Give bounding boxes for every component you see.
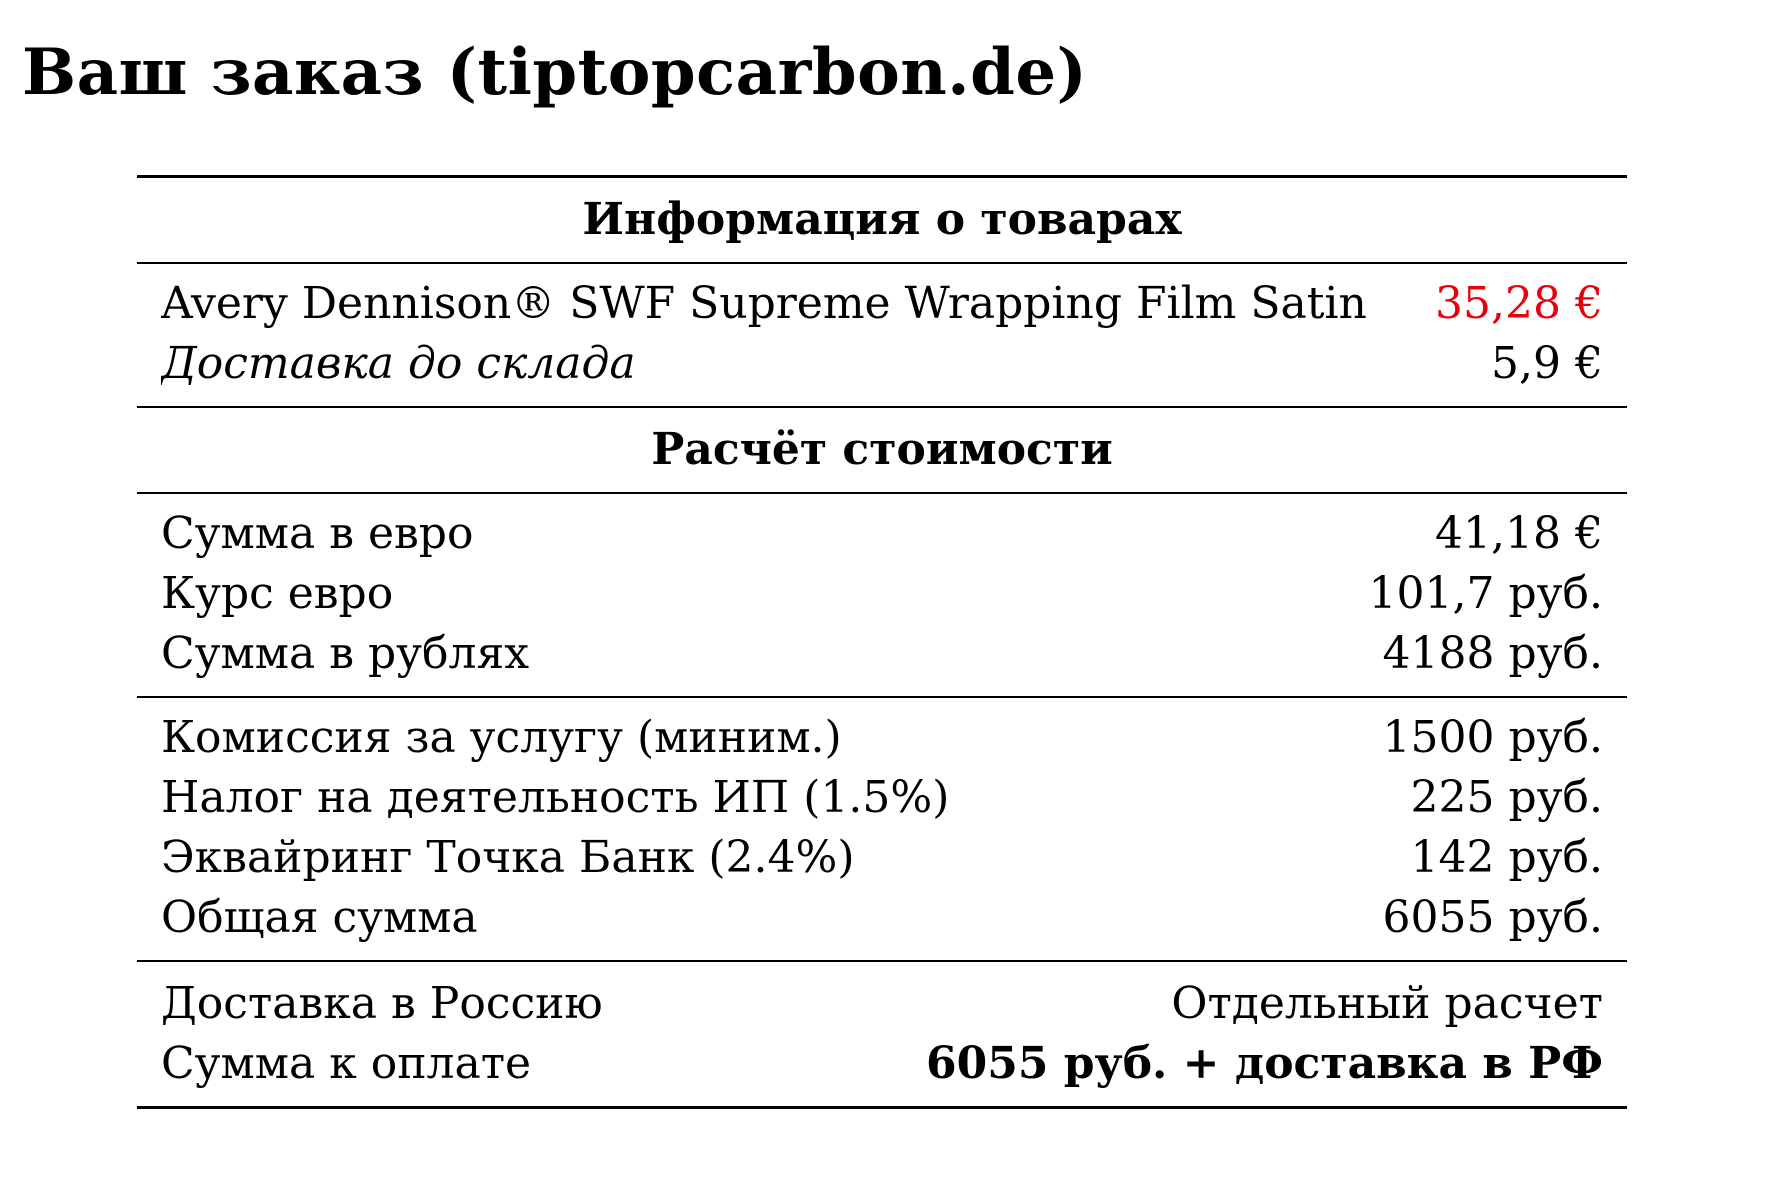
service-fee-value: 1500 руб. bbox=[1382, 712, 1603, 763]
warehouse-shipping-value: 5,9 € bbox=[1491, 338, 1603, 389]
russia-shipping-label: Доставка в Россию bbox=[161, 978, 603, 1029]
acquiring-label: Эквайринг Точка Банк (2.4%) bbox=[161, 832, 855, 883]
cost-section-header: Расчёт стоимости bbox=[137, 408, 1627, 494]
tax-value: 225 руб. bbox=[1410, 772, 1603, 823]
sum-rub-label: Сумма в рублях bbox=[161, 628, 530, 679]
amount-to-pay-row bbox=[161, 1034, 1603, 1094]
amount-to-pay-value: 6055 руб. + доставка в РФ bbox=[925, 1038, 1603, 1089]
euro-rate-label: Курс евро bbox=[161, 568, 394, 619]
service-fee-row bbox=[161, 708, 1603, 768]
service-fee-label: Комиссия за услугу (миним.) bbox=[161, 712, 842, 763]
acquiring-row bbox=[161, 828, 1603, 888]
total-sum-value: 6055 руб. bbox=[1382, 892, 1603, 943]
euro-rate-row bbox=[161, 564, 1603, 624]
warehouse-shipping-label: Доставка до склада bbox=[161, 338, 636, 389]
russia-shipping-value: Отдельный расчет bbox=[1171, 978, 1603, 1029]
sum-euro-row bbox=[161, 504, 1603, 564]
sum-euro-label: Сумма в евро bbox=[161, 508, 474, 559]
goods-group bbox=[137, 264, 1627, 408]
sum-rub-value: 4188 руб. bbox=[1382, 628, 1603, 679]
acquiring-value: 142 руб. bbox=[1410, 832, 1603, 883]
conversion-group bbox=[137, 494, 1627, 698]
tax-label: Налог на деятельность ИП (1.5%) bbox=[161, 772, 950, 823]
amount-to-pay-label: Сумма к оплате bbox=[161, 1038, 532, 1089]
page-title: Ваш заказ (tiptopcarbon.de) bbox=[22, 35, 1088, 110]
warehouse-shipping-row bbox=[161, 334, 1603, 394]
goods-section-header: Информация о товарах bbox=[137, 178, 1627, 264]
product-row bbox=[161, 274, 1603, 334]
fees-group bbox=[137, 698, 1627, 962]
product-price: 35,28 € bbox=[1435, 278, 1603, 329]
final-group bbox=[137, 962, 1627, 1106]
total-sum-row bbox=[161, 888, 1603, 948]
sum-euro-value: 41,18 € bbox=[1435, 508, 1603, 559]
tax-row bbox=[161, 768, 1603, 828]
euro-rate-value: 101,7 руб. bbox=[1368, 568, 1603, 619]
sum-rub-row bbox=[161, 624, 1603, 684]
total-sum-label: Общая сумма bbox=[161, 892, 478, 943]
product-name: Avery Dennison® SWF Supreme Wrapping Film Satin bbox=[161, 278, 1367, 329]
order-summary-table bbox=[137, 175, 1627, 1109]
russia-shipping-row bbox=[161, 974, 1603, 1034]
